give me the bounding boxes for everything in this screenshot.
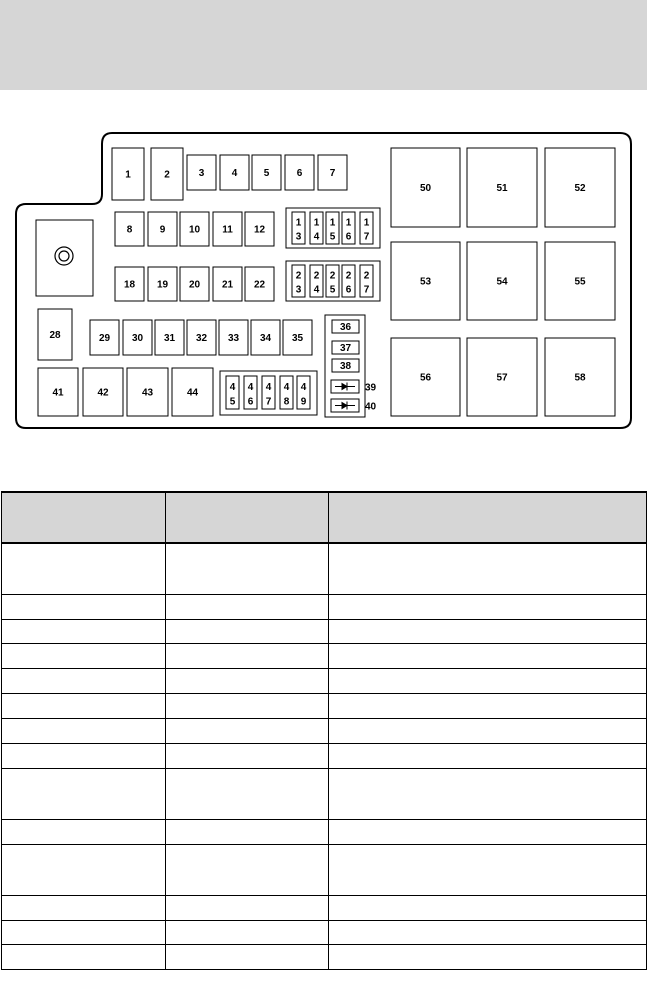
table-cell bbox=[2, 895, 166, 920]
table-cell bbox=[166, 643, 329, 668]
cartridge-46-digit: 6 bbox=[247, 396, 254, 408]
table-cell bbox=[2, 844, 166, 895]
fuse-2-label: 2 bbox=[164, 169, 170, 181]
relay-51-label: 51 bbox=[496, 183, 508, 195]
relay-57-label: 57 bbox=[496, 372, 508, 384]
cartridge-48-digit: 8 bbox=[283, 396, 290, 408]
table-cell bbox=[166, 844, 329, 895]
table-header-cell bbox=[2, 492, 166, 543]
fuse-30-label: 30 bbox=[131, 333, 144, 345]
table-cell bbox=[329, 944, 647, 969]
table-cell bbox=[2, 594, 166, 619]
fuse-panel-diagram bbox=[0, 0, 647, 440]
cartridge-23-digit: 2 bbox=[295, 270, 302, 282]
cartridge-47-digit: 7 bbox=[265, 396, 272, 408]
cartridge-17-digit: 7 bbox=[363, 231, 370, 243]
table-cell bbox=[2, 944, 166, 969]
table-cell bbox=[329, 819, 647, 844]
table-cell bbox=[329, 693, 647, 718]
table-row bbox=[2, 619, 647, 643]
table-cell bbox=[329, 920, 647, 944]
fuse-32-label: 32 bbox=[195, 333, 208, 345]
table-row bbox=[2, 543, 647, 594]
fuse-43-label: 43 bbox=[141, 387, 154, 399]
cartridge-26-digit: 2 bbox=[345, 270, 352, 282]
cartridge-14-digit: 4 bbox=[313, 231, 320, 243]
table-cell bbox=[2, 619, 166, 643]
relay-55-label: 55 bbox=[574, 276, 586, 288]
table-cell bbox=[166, 819, 329, 844]
table-cell bbox=[2, 743, 166, 768]
table-cell bbox=[166, 743, 329, 768]
relay-50-label: 50 bbox=[419, 183, 432, 195]
fuse-31-label: 31 bbox=[163, 333, 176, 345]
fuse-22-label: 22 bbox=[253, 279, 266, 291]
cartridge-13-digit: 1 bbox=[295, 217, 302, 229]
fuse-7-label: 7 bbox=[329, 168, 336, 180]
fuse-36-label: 36 bbox=[339, 322, 352, 334]
cartridge-46-digit: 4 bbox=[247, 381, 254, 393]
table-header-cell bbox=[329, 492, 647, 543]
table-cell bbox=[166, 693, 329, 718]
fuse-41-label: 41 bbox=[52, 387, 64, 399]
cartridge-24-digit: 2 bbox=[313, 270, 320, 282]
cartridge-49-digit: 4 bbox=[300, 381, 307, 393]
fuse-18-label: 18 bbox=[123, 279, 136, 291]
table-cell bbox=[329, 668, 647, 693]
relay-56-label: 56 bbox=[419, 372, 432, 384]
table-row bbox=[2, 743, 647, 768]
fuse-29-label: 29 bbox=[98, 333, 111, 345]
table-row bbox=[2, 819, 647, 844]
cartridge-14-digit: 1 bbox=[313, 217, 320, 229]
table-cell bbox=[2, 768, 166, 819]
relay-53-label: 53 bbox=[419, 276, 432, 288]
table-cell bbox=[329, 844, 647, 895]
table-row bbox=[2, 643, 647, 668]
fuse-1-label: 1 bbox=[125, 169, 131, 181]
fuse-4-label: 4 bbox=[231, 168, 238, 180]
cartridge-15-digit: 5 bbox=[329, 231, 336, 243]
cartridge-13-digit: 3 bbox=[295, 231, 302, 243]
fuse-37-label: 37 bbox=[339, 343, 352, 355]
diode-39-label: 39 bbox=[365, 382, 377, 394]
fuse-panel-svg bbox=[0, 0, 647, 440]
fuse-38-label: 38 bbox=[339, 361, 352, 373]
cartridge-45-digit: 4 bbox=[229, 381, 236, 393]
table-row bbox=[2, 668, 647, 693]
fuse-3-label: 3 bbox=[198, 168, 205, 180]
fuse-35-label: 35 bbox=[291, 333, 304, 345]
relay-58-label: 58 bbox=[574, 372, 586, 384]
cartridge-25-digit: 2 bbox=[329, 270, 336, 282]
table-cell bbox=[2, 693, 166, 718]
cartridge-48-digit: 4 bbox=[283, 381, 290, 393]
fuse-20-label: 20 bbox=[188, 279, 201, 291]
table-cell bbox=[2, 819, 166, 844]
fuse-44-label: 44 bbox=[186, 387, 199, 399]
cartridge-17-digit: 1 bbox=[363, 217, 370, 229]
fuse-table bbox=[1, 491, 647, 970]
table-cell bbox=[2, 668, 166, 693]
mounting-stud-inner bbox=[59, 251, 69, 261]
table-cell bbox=[166, 543, 329, 594]
fuse-10-label: 10 bbox=[188, 224, 201, 236]
cartridge-25-digit: 5 bbox=[329, 284, 336, 296]
fuse-21-label: 21 bbox=[221, 279, 234, 291]
cartridge-27-digit: 7 bbox=[363, 284, 370, 296]
table-row bbox=[2, 844, 647, 895]
table-row bbox=[2, 944, 647, 969]
fuse-11-label: 11 bbox=[222, 224, 233, 236]
table-cell bbox=[166, 895, 329, 920]
fuse-33-label: 33 bbox=[227, 333, 240, 345]
fuse-42-label: 42 bbox=[97, 387, 109, 399]
cartridge-15-digit: 1 bbox=[329, 217, 336, 229]
fuse-34-label: 34 bbox=[259, 333, 272, 345]
table-cell bbox=[329, 718, 647, 743]
cartridge-27-digit: 2 bbox=[363, 270, 370, 282]
table-cell bbox=[329, 895, 647, 920]
table-header-cell bbox=[166, 492, 329, 543]
table-cell bbox=[2, 543, 166, 594]
table-row bbox=[2, 768, 647, 819]
cartridge-23-digit: 3 bbox=[295, 284, 302, 296]
table-cell bbox=[166, 594, 329, 619]
table-cell bbox=[166, 768, 329, 819]
table-cell bbox=[166, 920, 329, 944]
fuse-6-label: 6 bbox=[296, 168, 303, 180]
relay-52-label: 52 bbox=[574, 183, 586, 195]
table-cell bbox=[2, 643, 166, 668]
fuse-5-label: 5 bbox=[263, 168, 270, 180]
cartridge-45-digit: 5 bbox=[229, 396, 236, 408]
relay-54-label: 54 bbox=[496, 276, 508, 288]
fuse-19-label: 19 bbox=[156, 279, 169, 291]
table-cell bbox=[2, 920, 166, 944]
fuse-12-label: 12 bbox=[253, 224, 266, 236]
table-header-row bbox=[2, 492, 647, 543]
table-cell bbox=[166, 718, 329, 743]
table-row bbox=[2, 594, 647, 619]
diode-40-label: 40 bbox=[365, 401, 377, 413]
table-row bbox=[2, 920, 647, 944]
table-cell bbox=[329, 768, 647, 819]
table-row bbox=[2, 718, 647, 743]
table-cell bbox=[2, 718, 166, 743]
cartridge-24-digit: 4 bbox=[313, 284, 320, 296]
fuse-8-label: 8 bbox=[126, 224, 133, 236]
cartridge-49-digit: 9 bbox=[300, 396, 307, 408]
table-cell bbox=[329, 743, 647, 768]
cartridge-26-digit: 6 bbox=[345, 284, 352, 296]
cartridge-47-digit: 4 bbox=[265, 381, 272, 393]
table-row bbox=[2, 693, 647, 718]
table-cell bbox=[166, 944, 329, 969]
table-cell bbox=[329, 643, 647, 668]
table-cell bbox=[166, 668, 329, 693]
cartridge-16-digit: 6 bbox=[345, 231, 352, 243]
fuse-9-label: 9 bbox=[159, 224, 166, 236]
cartridge-16-digit: 1 bbox=[345, 217, 352, 229]
table-cell bbox=[329, 543, 647, 594]
fuse-28-label: 28 bbox=[49, 330, 61, 342]
table-cell bbox=[329, 619, 647, 643]
table-cell bbox=[166, 619, 329, 643]
table-cell bbox=[329, 594, 647, 619]
table-row bbox=[2, 895, 647, 920]
